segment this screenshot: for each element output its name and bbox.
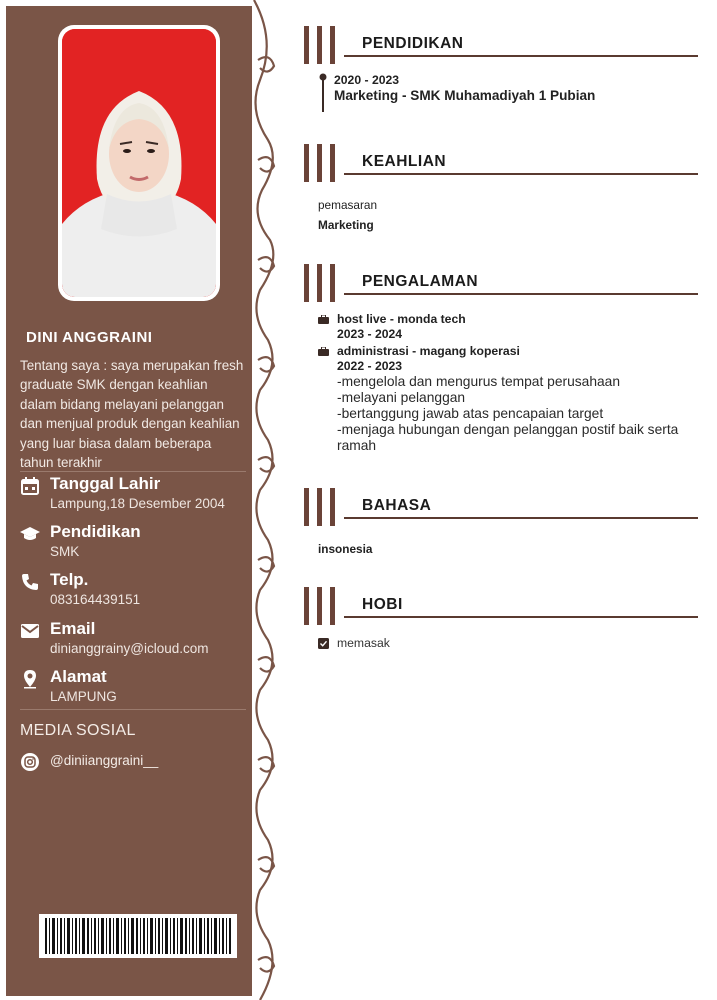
graduation-cap-icon — [20, 524, 40, 544]
phone-value[interactable]: 083164439151 — [50, 592, 141, 607]
language-value: insonesia — [318, 542, 373, 556]
experience-list — [318, 312, 708, 454]
section-rule — [344, 55, 698, 57]
email-label: Email — [50, 619, 96, 638]
section-hobby — [304, 587, 698, 625]
section-title: PENGALAMAN — [362, 273, 479, 290]
experience-item — [318, 312, 708, 342]
ornament-border — [250, 0, 284, 1000]
education-entry — [334, 72, 595, 104]
skill-item: pemasaran — [318, 198, 378, 212]
education-period: 2020 - 2023 — [334, 73, 400, 87]
education-label: Pendidikan — [50, 522, 141, 541]
section-title: KEAHLIAN — [362, 153, 447, 170]
timeline-pin-icon — [318, 72, 328, 112]
barcode — [39, 914, 237, 958]
section-bars — [304, 587, 340, 625]
section-rule — [344, 517, 698, 519]
sidebar-divider — [20, 709, 246, 710]
phone-icon — [20, 572, 40, 592]
skill-item: Marketing — [318, 218, 374, 232]
experience-duty: -melayani pelanggan — [337, 390, 466, 405]
section-rule — [344, 293, 698, 295]
section-rule — [344, 616, 698, 618]
section-bars — [304, 26, 340, 64]
hobby-label: memasak — [337, 636, 390, 650]
experience-period: 2023 - 2024 — [337, 327, 403, 341]
experience-item — [318, 344, 708, 374]
section-experience — [304, 264, 698, 302]
address-value: LAMPUNG — [50, 689, 117, 704]
profile-photo-portrait — [62, 29, 216, 297]
section-rule — [344, 173, 698, 175]
calendar-icon — [20, 476, 40, 496]
profile-name: DINI ANGGRAINI — [26, 329, 153, 346]
phone-label: Telp. — [50, 570, 89, 589]
instagram-icon — [20, 752, 40, 772]
location-pin-icon — [20, 669, 40, 689]
briefcase-icon — [318, 347, 329, 356]
social-media-title: MEDIA SOSIAL — [20, 722, 136, 739]
experience-duty: -bertanggung jawab atas pencapaian target — [337, 406, 604, 421]
section-bars — [304, 264, 340, 302]
section-skills — [304, 144, 698, 182]
experience-role: host live - monda tech — [337, 312, 466, 326]
section-title: BAHASA — [362, 497, 432, 514]
sidebar — [6, 6, 252, 996]
section-title: HOBI — [362, 596, 403, 613]
birth-value: Lampung,18 Desember 2004 — [50, 496, 225, 511]
section-bars — [304, 144, 340, 182]
birth-label: Tanggal Lahir — [50, 474, 161, 493]
checkbox-icon — [318, 638, 329, 649]
experience-period: 2022 - 2023 — [337, 359, 403, 373]
mail-icon — [20, 621, 40, 641]
barcode-graphic — [45, 918, 231, 954]
address-label: Alamat — [50, 667, 107, 686]
experience-role: administrasi - magang koperasi — [337, 344, 520, 358]
section-bars — [304, 488, 340, 526]
section-education — [304, 26, 698, 64]
profile-about: Tentang saya : saya merupakan fresh graduate SMK dengan keahlian dalam bidang melayani pelanggan dan menjual produk dengan keahlian yang luar biasa dalam beberapa tahun terakhir — [20, 358, 244, 471]
section-language — [304, 488, 698, 526]
section-title: PENDIDIKAN — [362, 35, 464, 52]
instagram-handle[interactable]: @diniianggraini__ — [50, 753, 159, 768]
profile-photo-frame — [58, 25, 220, 301]
briefcase-icon — [318, 315, 329, 324]
education-value: SMK — [50, 544, 80, 559]
sidebar-divider — [20, 471, 246, 472]
experience-duty: -mengelola dan mengurus tempat perusahaan — [337, 374, 621, 389]
profile-photo — [62, 29, 216, 297]
experience-duty: -menjaga hubungan dengan pelanggan postif baik serta ramah — [337, 422, 679, 453]
education-detail: Marketing - SMK Muhamadiyah 1 Pubian — [334, 88, 596, 103]
email-value[interactable]: dinianggrainy@icloud.com — [50, 641, 209, 656]
